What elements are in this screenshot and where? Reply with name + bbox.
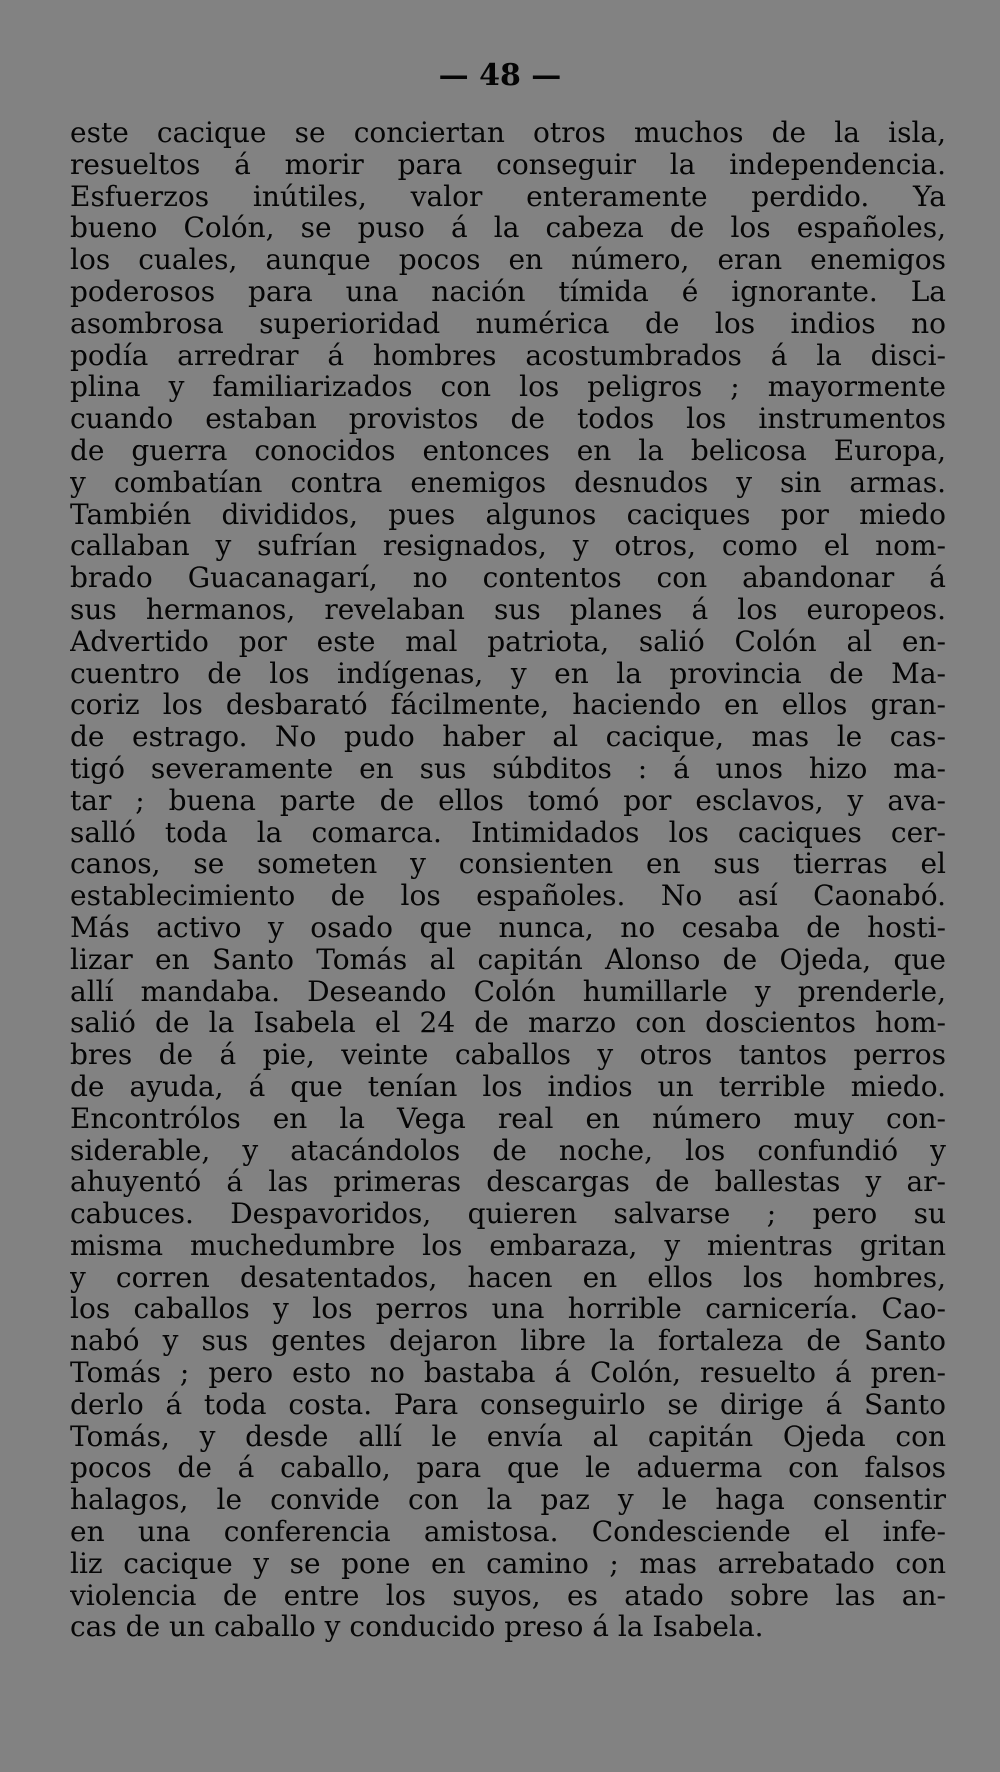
text-line: cuando estaban provistos de todos los instrumentos xyxy=(70,403,946,435)
text-line: También divididos, pues algunos caciques por miedo xyxy=(70,498,946,531)
text-line: Esfuerzos inútiles, valor enteramente perdido. Ya xyxy=(70,180,946,213)
text-line: derlo á toda costa. Para conseguirlo se dirige á Santo xyxy=(70,1388,946,1421)
text-line: los cuales, aunque pocos en número, eran enemigos xyxy=(70,244,946,276)
text-line: y combatían contra enemigos desnudos y sin armas. xyxy=(70,466,946,499)
text-line: callaban y sufrían resignados, y otros, como el nom- xyxy=(70,530,946,563)
text-line: ahuyentó á las primeras descargas de ballestas y ar- xyxy=(70,1166,946,1199)
text-line: y corren desatentados, hacen en ellos los hombres, xyxy=(70,1261,946,1294)
text-line: los caballos y los perros una horrible carnicería. Cao- xyxy=(70,1293,946,1326)
page-number: — 48 — xyxy=(438,58,562,93)
text-line: bueno Colón, se puso á la cabeza de los españoles, xyxy=(70,212,946,245)
text-line: nabó y sus gentes dejaron libre la fortaleza de Santo xyxy=(70,1325,946,1358)
text-line: sus hermanos, revelaban sus planes á los europeos. xyxy=(70,593,946,626)
text-line: allí mandaba. Deseando Colón humillarle y prenderle, xyxy=(70,975,946,1008)
text-line: violencia de entre los suyos, es atado sobre las an- xyxy=(70,1579,946,1612)
text-line: liz cacique y se pone en camino ; mas arrebatado con xyxy=(70,1547,946,1580)
text-line: este cacique se conciertan otros muchos de la isla, xyxy=(70,117,946,149)
text-line: pocos de á caballo, para que le aduerma con falsos xyxy=(70,1452,946,1485)
text-line: Más activo y osado que nunca, no cesaba de hosti- xyxy=(70,911,946,944)
text-line: coriz los desbarató fácilmente, haciendo en ellos gran- xyxy=(70,689,946,722)
text-line: en una conferencia amistosa. Condesciende el infe- xyxy=(70,1516,946,1548)
text-line: podía arredrar á hombres acostumbrados á la disci- xyxy=(70,339,946,372)
text-line: Tomás ; pero esto no bastaba á Colón, resuelto á pren- xyxy=(70,1357,946,1389)
text-line: plina y familiarizados con los peligros ; mayormente xyxy=(70,371,946,404)
text-line: poderosos para una nación tímida é ignorante. La xyxy=(70,275,946,308)
text-line: lizar en Santo Tomás al capitán Alonso de Ojeda, que xyxy=(70,943,946,976)
text-line: cuentro de los indígenas, y en la provincia de Ma- xyxy=(70,657,946,690)
text-line: cabuces. Despavoridos, quieren salvarse ; pero su xyxy=(70,1198,946,1230)
text-line: Tomás, y desde allí le envía al capitán Ojeda con xyxy=(70,1420,946,1453)
text-line: halagos, le convide con la paz y le haga consentir xyxy=(70,1484,946,1517)
text-line: de estrago. No pudo haber al cacique, mas le cas- xyxy=(70,721,946,753)
text-line: canos, se someten y consienten en sus tierras el xyxy=(70,848,946,881)
text-line: brado Guacanagarí, no contentos con abandonar á xyxy=(70,562,946,594)
text-line: bres de á pie, veinte caballos y otros tantos perros xyxy=(70,1039,946,1071)
body-text xyxy=(70,117,946,1643)
text-line: de guerra conocidos entonces en la belicosa Europa, xyxy=(70,434,946,467)
text-line: cas de un caballo y conducido preso á la Isabela. xyxy=(70,1611,764,1644)
text-line: asombrosa superioridad numérica de los indios no xyxy=(70,307,946,340)
text-line: salió de la Isabela el 24 de marzo con doscientos hom- xyxy=(70,1007,946,1040)
text-line: siderable, y atacándolos de noche, los confundió y xyxy=(70,1134,946,1167)
text-line: Advertido por este mal patriota, salió Colón al en- xyxy=(70,625,946,658)
text-line: salló toda la comarca. Intimidados los caciques cer- xyxy=(70,816,946,849)
text-line: resueltos á morir para conseguir la independencia. xyxy=(70,148,946,181)
text-line: misma muchedumbre los embaraza, y mientras gritan xyxy=(70,1229,946,1262)
text-line: establecimiento de los españoles. No así Caonabó. xyxy=(70,880,946,912)
text-line: tigó severamente en sus súbditos : á unos hizo ma- xyxy=(70,752,946,785)
text-line: Encontrólos en la Vega real en número muy con- xyxy=(70,1102,946,1135)
text-line: de ayuda, á que tenían los indios un terrible miedo. xyxy=(70,1070,946,1103)
text-line: tar ; buena parte de ellos tomó por esclavos, y ava- xyxy=(70,784,946,817)
